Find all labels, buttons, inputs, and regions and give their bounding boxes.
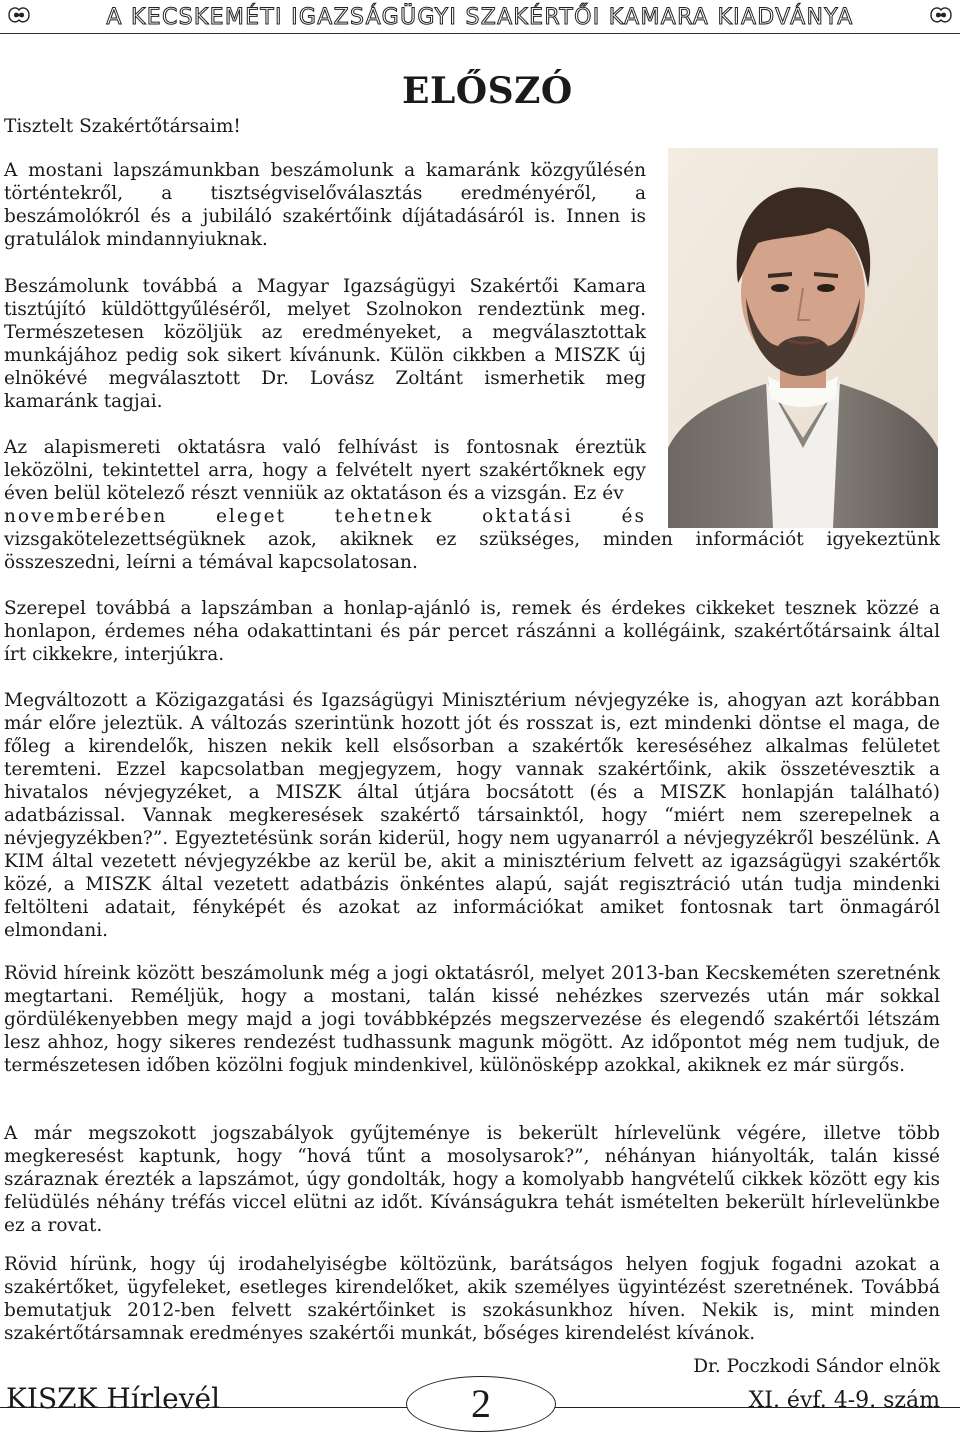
paragraph-8: Rövid hírünk, hogy új irodahelyiségbe költözünk, barátságos helyen fogjuk fogadni azokat a szakértőket, ügyfeleket, esetleges kirendelőket, akik személyes ügyintézést szeretnének. Továbbá bemutatjuk 2012-ben felvett szakértőinket is szokásunkhoz híven. Nekik is, mint minden szakértőtársamnak eredményes szakértői munkát, bőséges kirendelést kívánok. <box>4 1254 940 1344</box>
paragraph-3a: Az alapismereti oktatásra való felhívást is fontosnak éreztük leközölni, tekintettel arra, hogy a felvételt nyert szakértőknek egy éven belül kötelező részt venniük az oktatáson és a vizsgán. Ez év <box>4 437 646 504</box>
paragraph-3b: novemberében eleget tehetnek oktatási és <box>4 506 646 527</box>
paragraph-3d: összeszedni, leírni a témával kapcsolatosan. <box>4 552 418 573</box>
page-title: ELŐSZÓ <box>402 70 573 112</box>
portrait-photo <box>668 148 938 528</box>
paragraph-6: Rövid híreink között beszámolunk még a jogi oktatásról, melyet 2013-ban Kecskeméten szeretnénk megtartani. Reméljük, hogy a mostani, talán kissé nehézkes szervezés után már sokkal gördülékenyebben megy majd a jogi továbbképzés megszervezése és elegendő szakértői létszám lesz ahhoz, hogy sikeres rendezést tudhassunk magunk mögött. Az időpontot még nem tudjuk, de természetesen időben közölni fogjuk mindenkivel, különösképp azokkal, akiknek ez már sürgős. <box>4 963 940 1076</box>
page-number: 2 <box>471 1381 491 1426</box>
issue-number: XI. évf. 4-9. szám <box>748 1388 940 1413</box>
signature: Dr. Poczkodi Sándor elnök <box>693 1356 940 1377</box>
page-header <box>0 0 960 34</box>
greeting: Tisztelt Szakértőtársaim! <box>4 116 241 137</box>
paragraph-1: A mostani lapszámunkban beszámolunk a kamaránk közgyűlésén történtekről, a tisztségviselőválasztás eredményéről, a beszámolókról és a jubiláló szakértőink díjátadásáról is. Innen is gratulálok mindannyiuknak. <box>4 160 646 250</box>
paragraph-2: Beszámolunk továbbá a Magyar Igazságügyi Szakértői Kamara tisztújító küldöttgyűléséről, melyet Szolnokon rendeztünk meg. Természetesen közöljük az eredményeket, a megválasztottak munkájához pedig sok sikert kívánunk. Külön cikkben a MISZK új elnökévé megválasztott Dr. Lovász Zoltánt ismerhetik meg kamaránk tagjai. <box>4 276 646 412</box>
paragraph-3c: vizsgakötelezettségüknek azok, akiknek ez szükséges, minden információt igyekeztünk <box>4 529 940 550</box>
fleuron-icon <box>928 3 954 27</box>
publication-title: A KECSKEMÉTI IGAZSÁGÜGYI SZAKÉRTŐI KAMARA KIADVÁNYA <box>106 5 854 30</box>
newsletter-name: KISZK Hírlevél <box>6 1382 221 1415</box>
paragraph-4: Szerepel továbbá a lapszámban a honlap-ajánló is, remek és érdekes cikkeket tesznek közzé a honlapon, érdemes néha odakattintani és pár percet rászánni a kollégáink, szakértőtársaink által írt cikkekre, interjúkra. <box>4 598 940 665</box>
page-footer <box>0 1376 960 1433</box>
paragraph-7: A már megszokott jogszabályok gyűjteménye is bekerült hírlevelünk végére, illetve több megkeresést kaptunk, hogy “hová tűnt a mosolysarok?”, néhányan hiányolták, talán kissé száraznak érezték a lapszámot, úgy gondolták, hogy a komolyabb hangvételű cikkek között egy kis felüdülés néhány tréfás viccel elütni az időt. Kívánságukra tehát ismételten bekerült hírlevelünkbe ez a rovat. <box>4 1123 940 1236</box>
paragraph-5: Megváltozott a Közigazgatási és Igazságügyi Minisztérium névjegyzéke is, ahogyan azt korábban már előre jeleztük. A változás szerintünk hozott jót és rosszat is, ezt mindenki döntse el maga, de főleg a kirendelők, hiszen nekik kell elsősorban a szakértők kereséséhez alkalmas felületet teremteni. Ezzel kapcsolatban megjegyzem, hogy vannak szakértőink, akik összetévesztik a hivatalos névjegyzéket, a MISZK által útjára bocsátott (és a MISZK honlapján található) adatbázissal. Vannak megkeresések szakértő társainktól, hogy “miért nem szerepelnek a névjegyzékben?”. Egyeztetésünk során kiderül, hogy nem ugyanarról a névjegyzékről beszélünk. A KIM által vezetett névjegyzékbe az kerül be, akit a minisztérium felvett az igazságügyi szakértők közé, a MISZK által vezetett adatbázis önkéntes alapú, saját regisztráció után tudja mindenki feltölteni adatait, fényképét és azokat az információkat amiket fontosnak tart önmagáról elmondani. <box>4 690 940 941</box>
header-rule <box>0 33 960 34</box>
